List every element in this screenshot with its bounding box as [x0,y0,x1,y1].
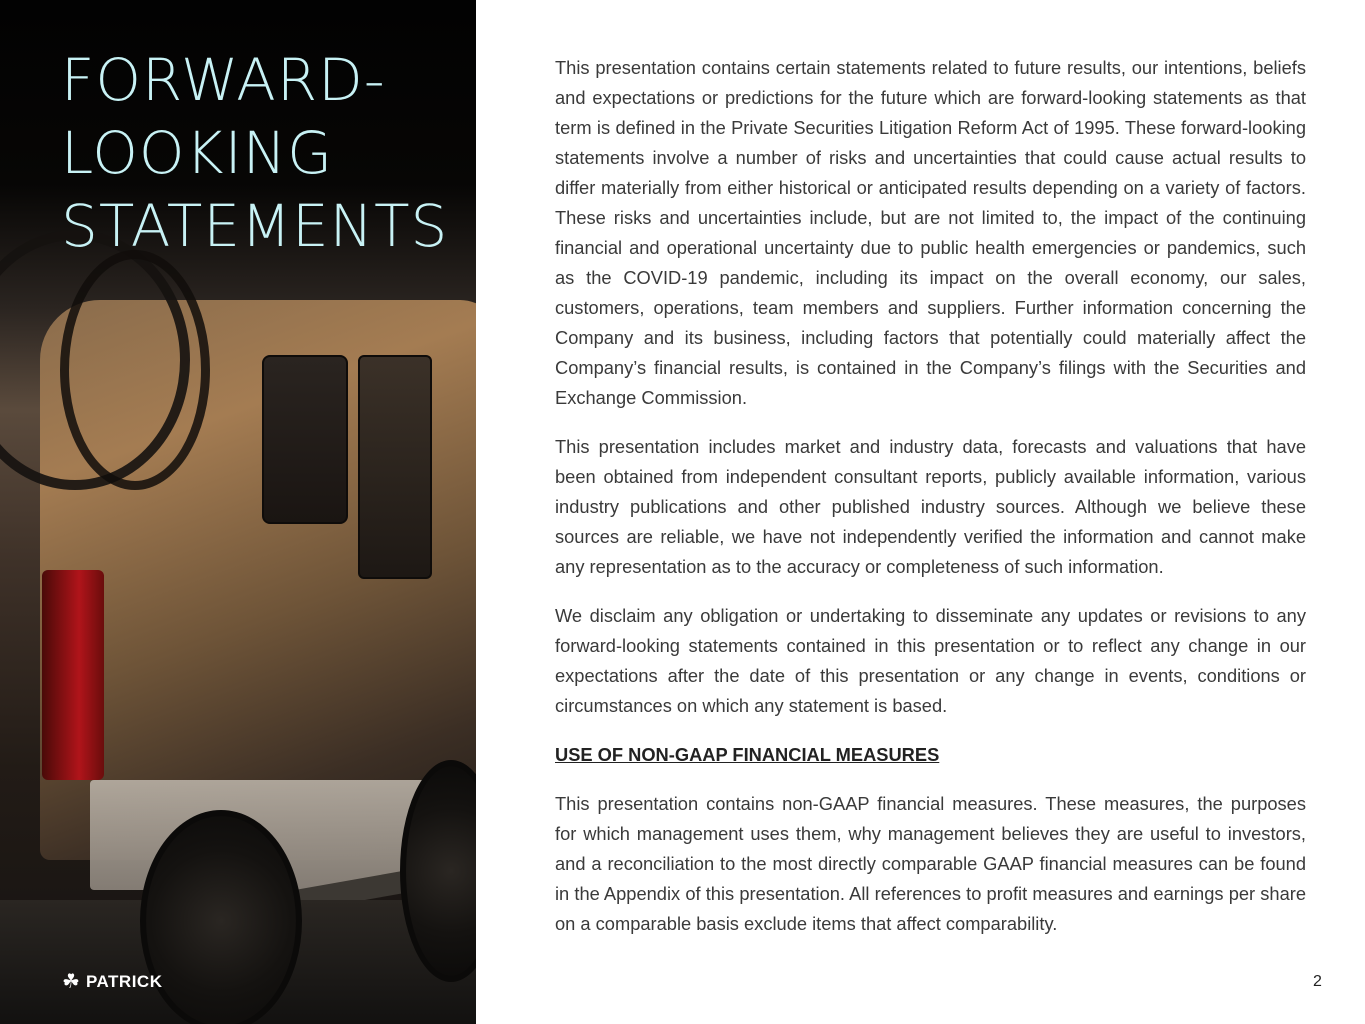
main-content [555,53,1306,939]
shamrock-icon: ☘ [62,971,80,993]
page-number: 2 [1313,973,1322,990]
bike-wheel [60,250,210,490]
van-rear-wheel [140,810,302,1024]
paragraph-forward-looking: This presentation contains certain statements related to future results, our intentions, beliefs and expectations or predictions for the future which are forward-looking statements as that term is defined in the Private Securities Litigation Reform Act of 1995. These forward-looking statements involve a number of risks and uncertainties that could cause actual results to differ materially from either historical or anticipated results depending on a variety of factors. These risks and uncertainties include, but are not limited to, the impact of the continuing financial and operational uncertainty due to public health emergencies or pandemics, such as the COVID-19 pandemic, including its impact on the overall economy, our sales, customers, operations, team members and suppliers. Further information concerning the Company and its business, including factors that potentially could materially affect the Company’s financial results, is contained in the Company’s filings with the Securities and Exchange Commission. [555,57,1306,408]
van-window [262,355,348,524]
company-logo [62,972,162,992]
paragraph-market-data: This presentation includes market and industry data, forecasts and valuations that have been obtained from independent consultant reports, publicly available information, various industry publications and other published industry sources. Although we believe these sources are reliable, we have not independently verified the information and cannot make any representation as to the accuracy or completeness of such information. [555,436,1306,577]
page-title: FORWARD- LOOKING STATEMENTS [61,46,449,260]
section-heading: USE OF NON-GAAP FINANCIAL MEASURES [555,744,940,765]
paragraph-non-gaap: This presentation contains non-GAAP financial measures. These measures, the purposes for which management uses them, why management believes they are useful to investors, and a reconciliation to the most directly comparable GAAP financial measures can be found in the Appendix of this presentation. All references to profit measures and earnings per share on a comparable basis exclude items that affect comparability. [555,793,1306,934]
logo-text: PATRICK [85,972,163,991]
van-taillight [42,570,104,780]
paragraph-disclaimer: We disclaim any obligation or undertaking to disseminate any updates or revisions to any forward-looking statements contained in this presentation or to reflect any change in our expectations after the date of this presentation or any change in events, conditions or circumstances on which any statement is based. [555,605,1306,716]
van-door-window [358,355,432,579]
